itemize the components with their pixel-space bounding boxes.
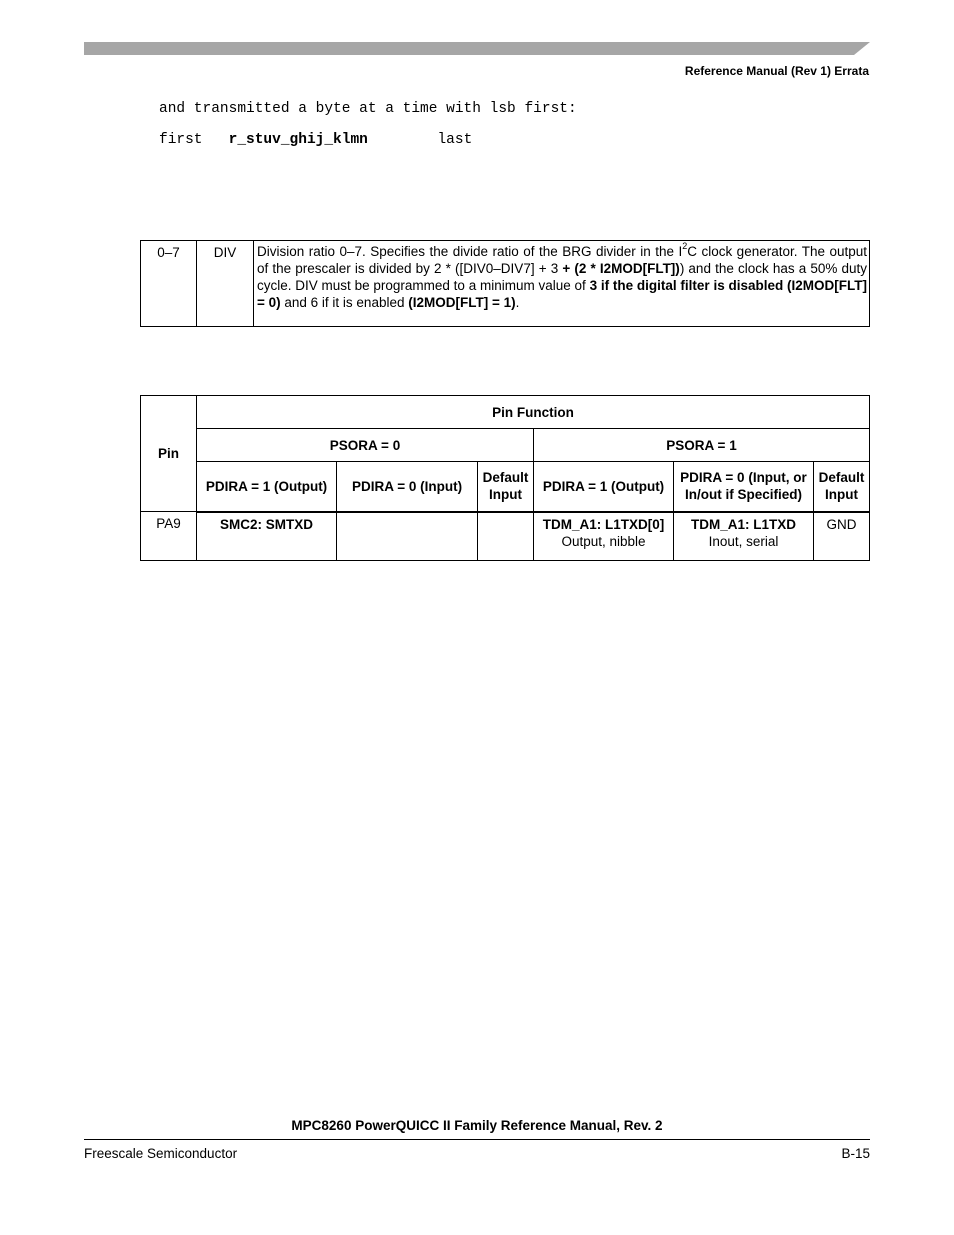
description-cell	[254, 241, 870, 327]
code-line-1: and transmitted a byte at a time with lsb first:	[159, 101, 577, 117]
footer-company: Freescale Semiconductor	[84, 1146, 238, 1161]
pin-header: Pin	[141, 396, 197, 512]
header-line: In/out if Specified)	[685, 487, 802, 503]
p1-default-header	[814, 462, 870, 512]
desc-bold: 3 if the digital filter is disabled (I2MOD[FLT] = 0)	[257, 278, 868, 310]
cell-bold: TDM_A1: L1TXD	[690, 516, 796, 532]
p1-output-header: PDIRA = 1 (Output)	[534, 462, 674, 512]
pin-cell: PA9	[141, 512, 197, 561]
header-line: Default	[482, 470, 529, 486]
psora1-header: PSORA = 1	[534, 429, 870, 462]
table-row	[141, 241, 870, 327]
desc-text: C clock generator. The output of the prescaler is divided by 2 * ([DIV0–DIV7] + 3	[257, 244, 867, 276]
desc-text: ) and the clock has a 50% duty cycle. DIV must be programmed to a minimum value of	[257, 261, 867, 293]
p0-input-cell	[337, 512, 478, 561]
p0-input-header: PDIRA = 0 (Input)	[337, 462, 478, 512]
code-line-2	[159, 132, 472, 148]
cell-sub: Inout, serial	[708, 533, 779, 549]
code-first: first	[159, 132, 203, 148]
p1-input-header	[674, 462, 814, 512]
cell-bold: TDM_A1: L1TXD[0]	[542, 516, 665, 532]
footer-page-number: B-15	[841, 1146, 870, 1161]
p0-output-cell: SMC2: SMTXD	[197, 512, 337, 561]
cell-sub: Output, nibble	[561, 533, 646, 549]
header-line: Input	[825, 487, 858, 503]
code-last: last	[437, 132, 473, 148]
pin-function-header: Pin Function	[197, 396, 870, 429]
div-register-table	[140, 240, 870, 327]
header-line: Input	[489, 487, 522, 503]
name-cell: DIV	[197, 241, 254, 327]
p0-output-header: PDIRA = 1 (Output)	[197, 462, 337, 512]
header-row	[141, 396, 870, 429]
desc-text: Division ratio 0–7. Specifies the divide ratio of the BRG divider in the I	[257, 244, 683, 259]
table-row	[141, 512, 870, 561]
footer-title: MPC8260 PowerQUICC II Family Reference Manual, Rev. 2	[291, 1118, 663, 1133]
p0-default-header	[478, 462, 534, 512]
desc-text: and 6 if it is enabled	[280, 295, 409, 310]
p0-default-cell	[478, 512, 534, 561]
code-bits: r_stuv_ghij_klmn	[228, 132, 368, 148]
header-line: PDIRA = 0 (Input, or	[680, 470, 807, 486]
p1-input-cell	[674, 512, 814, 561]
footer-rule	[84, 1139, 870, 1140]
p1-default-cell: GND	[814, 512, 870, 561]
desc-superscript: 2	[682, 240, 688, 251]
header-bar	[84, 42, 870, 55]
desc-bold: (I2MOD[FLT] = 1)	[408, 295, 516, 310]
header-row	[141, 429, 870, 462]
bits-cell: 0–7	[141, 241, 197, 327]
desc-bold: + (2 * I2MOD[FLT])	[562, 261, 680, 276]
desc-text: .	[515, 295, 520, 310]
header-row	[141, 462, 870, 512]
p1-output-cell	[534, 512, 674, 561]
psora0-header: PSORA = 0	[197, 429, 534, 462]
pin-function-table	[140, 395, 870, 561]
header-title: Reference Manual (Rev 1) Errata	[684, 64, 869, 78]
header-line: Default	[818, 470, 865, 486]
